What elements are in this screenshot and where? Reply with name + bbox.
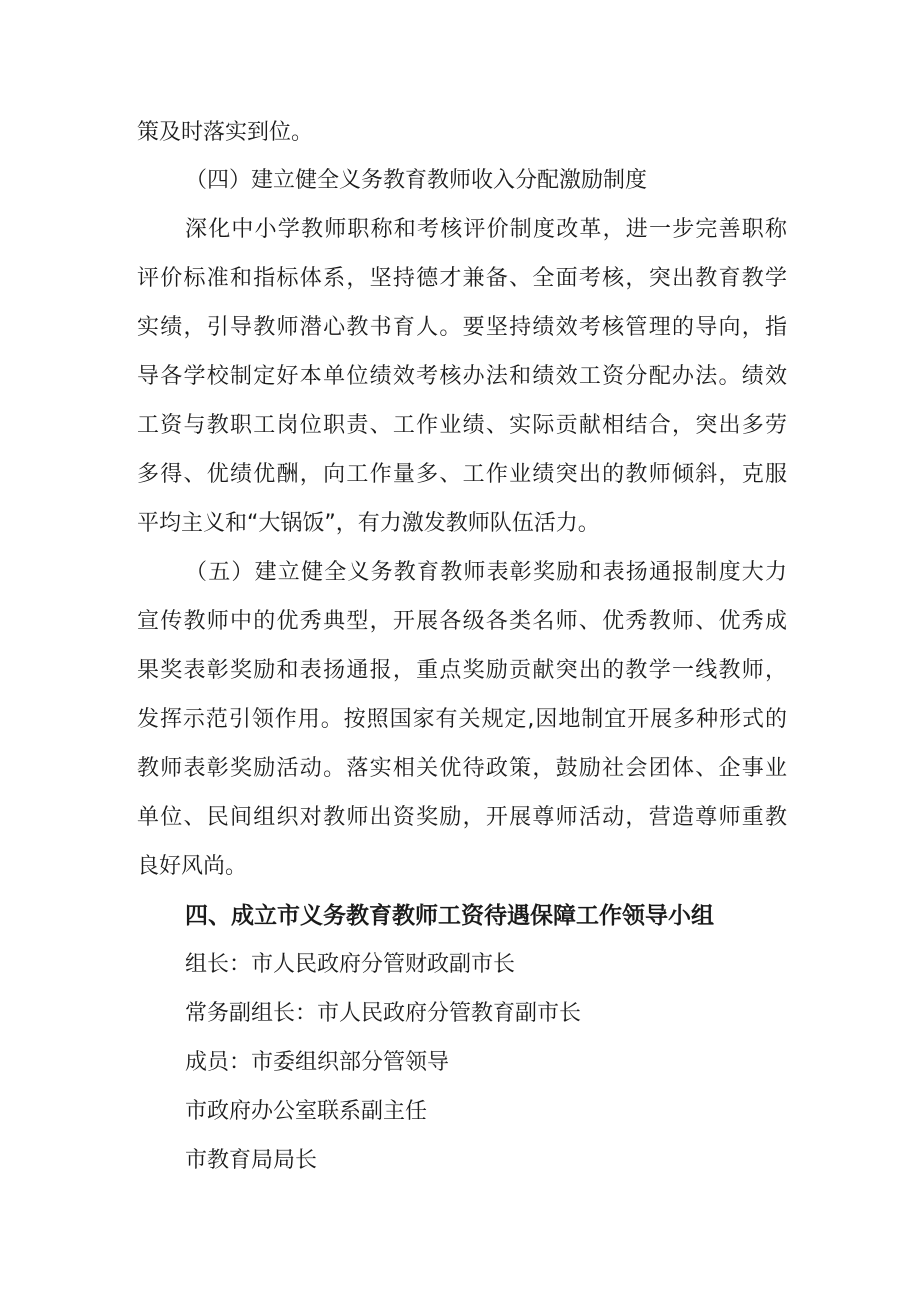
- deputy-leader-line: 常务副组长：市人民政府分管教育副市长: [185, 1001, 582, 1026]
- paragraph-line: 宣传教师中的优秀典型，开展各级各类名师、优秀教师、优秀成: [137, 609, 787, 634]
- paragraph-line: 多得、优绩优酬，向工作量多、工作业绩突出的教师倾斜，克服: [137, 462, 787, 487]
- paragraph-line: 教师表彰奖励活动。落实相关优待政策，鼓励社会团体、企事业: [137, 756, 787, 781]
- paragraph-line: 策及时落实到位。: [137, 120, 314, 145]
- paragraph-line: 深化中小学教师职称和考核评价制度改革，进一步完善职称: [185, 217, 787, 242]
- member-line: 市政府办公室联系副主任: [185, 1099, 428, 1124]
- paragraph-line: 良好风尚。: [137, 854, 248, 879]
- paragraph-line: 工资与教职工岗位职责、工作业绩、实际贡献相结合，突出多劳: [137, 413, 787, 438]
- paragraph-line: （五）建立健全义务教育教师表彰奖励和表扬通报制度大力: [185, 560, 787, 585]
- paragraph-line: 果奖表彰奖励和表扬通报，重点奖励贡献突出的教学一线教师，: [137, 658, 787, 683]
- paragraph-line: 发挥示范引领作用。按照国家有关规定,因地制宜开展多种形式的: [137, 707, 787, 732]
- section-subheading: （四）建立健全义务教育教师收入分配激励制度: [185, 168, 648, 193]
- paragraph-line: 实绩，引导教师潜心教书育人。要坚持绩效考核管理的导向，指: [137, 315, 787, 340]
- paragraph-line: 平均主义和“大锅饭”，有力激发教师队伍活力。: [137, 511, 600, 536]
- group-leader-line: 组长：市人民政府分管财政副市长: [185, 952, 516, 977]
- members-line: 成员：市委组织部分管领导: [185, 1050, 450, 1075]
- paragraph-line: 导各学校制定好本单位绩效考核办法和绩效工资分配办法。绩效: [137, 364, 787, 389]
- section-heading: 四、成立市义务教育教师工资待遇保障工作领导小组: [185, 903, 714, 929]
- paragraph-line: 单位、民间组织对教师出资奖励，开展尊师活动，营造尊师重教: [137, 805, 787, 830]
- paragraph-line: 评价标准和指标体系，坚持德才兼备、全面考核，突出教育教学: [137, 266, 787, 291]
- member-line: 市教育局局长: [185, 1148, 318, 1173]
